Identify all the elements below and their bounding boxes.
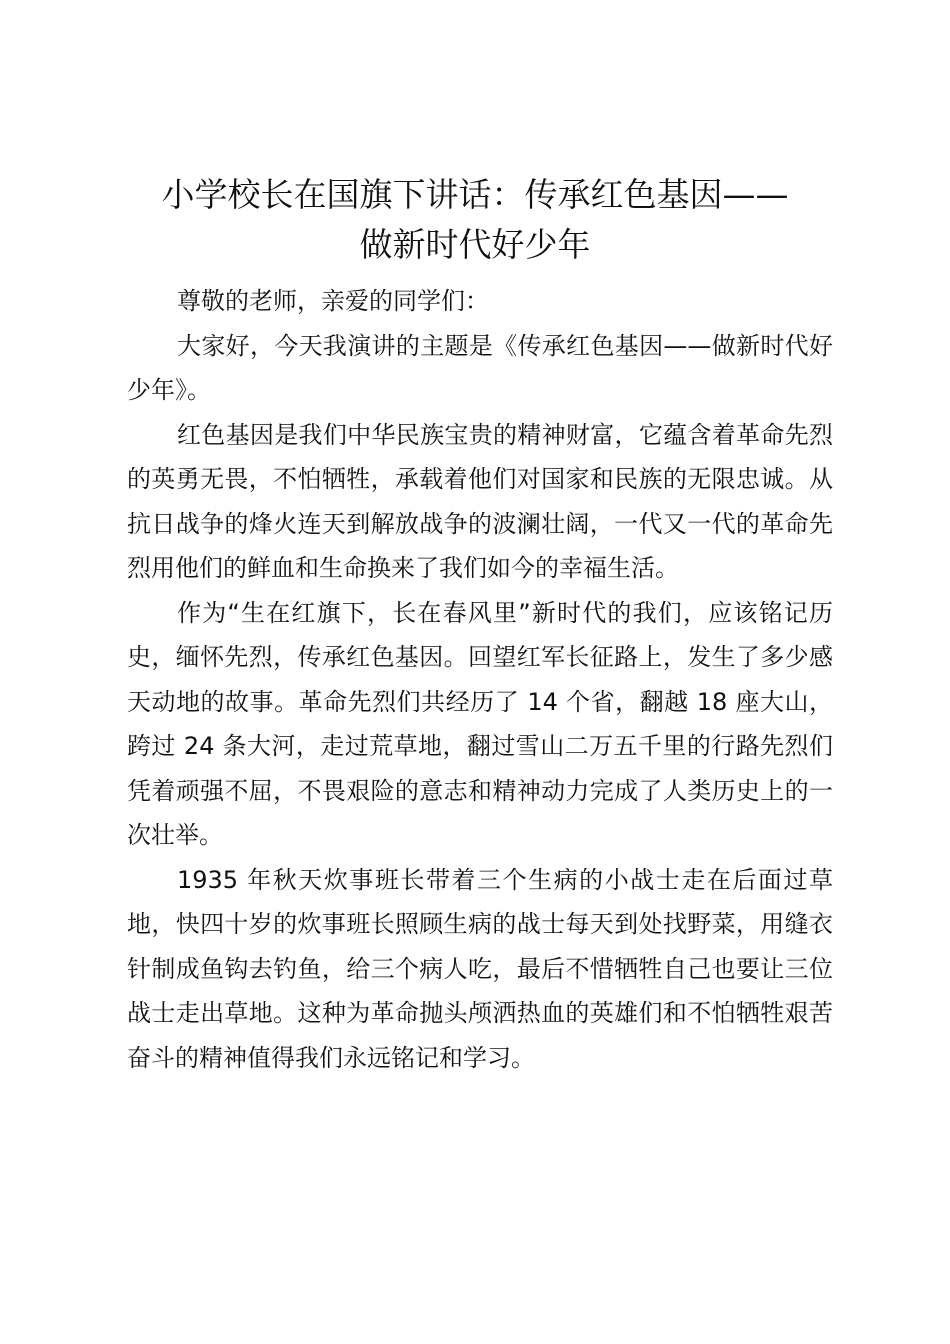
salutation-paragraph: 尊敬的老师，亲爱的同学们：: [177, 287, 489, 315]
document-title: [120, 170, 830, 270]
intro-paragraph: 大家好，今天我演讲的主题是《传承红色基因——做新时代好少年》。: [127, 331, 833, 404]
body-paragraph: 红色基因是我们中华民族宝贵的精神财富，它蕴含着革命先烈的英勇无畏，不怕牺牲，承载着他们对国家和民族的无限忠诚。从抗日战争的烽火连天到解放战争的波澜壮阔，一代又一代的革命先烈用他们的鲜血和生命换来了我们如今的幸福生活。: [127, 420, 833, 582]
title-line-2: 做新时代好少年: [359, 225, 591, 264]
body-paragraph: 1935 年秋天炊事班长带着三个生病的小战士走在后面过草地，快四十岁的炊事班长照顾生病的战士每天到处找野菜，用缝衣针制成鱼钩去钓鱼，给三个病人吃，最后不惜牺牲自己也要让三位战士走出草地。这种为革命抛头颅洒热血的英雄们和不怕牺牲艰苦奋斗的精神值得我们永远铭记和学习。: [127, 865, 833, 1072]
title-line-1: 小学校长在国旗下讲话：传承红色基因——: [161, 175, 789, 214]
document-body: [127, 279, 833, 1080]
body-paragraph: 作为“生在红旗下，长在春风里”新时代的我们，应该铭记历史，缅怀先烈，传承红色基因。回望红军长征路上，发生了多少感天动地的故事。革命先烈们共经历了 14 个省，翻越 18 座大山，跨过 24 条大河，走过荒草地，翻过雪山二万五千里的行路先烈们凭着顽强不屈，不畏艰险的意志和精神动力完成了人类历史上的一次壮举。: [127, 598, 833, 849]
